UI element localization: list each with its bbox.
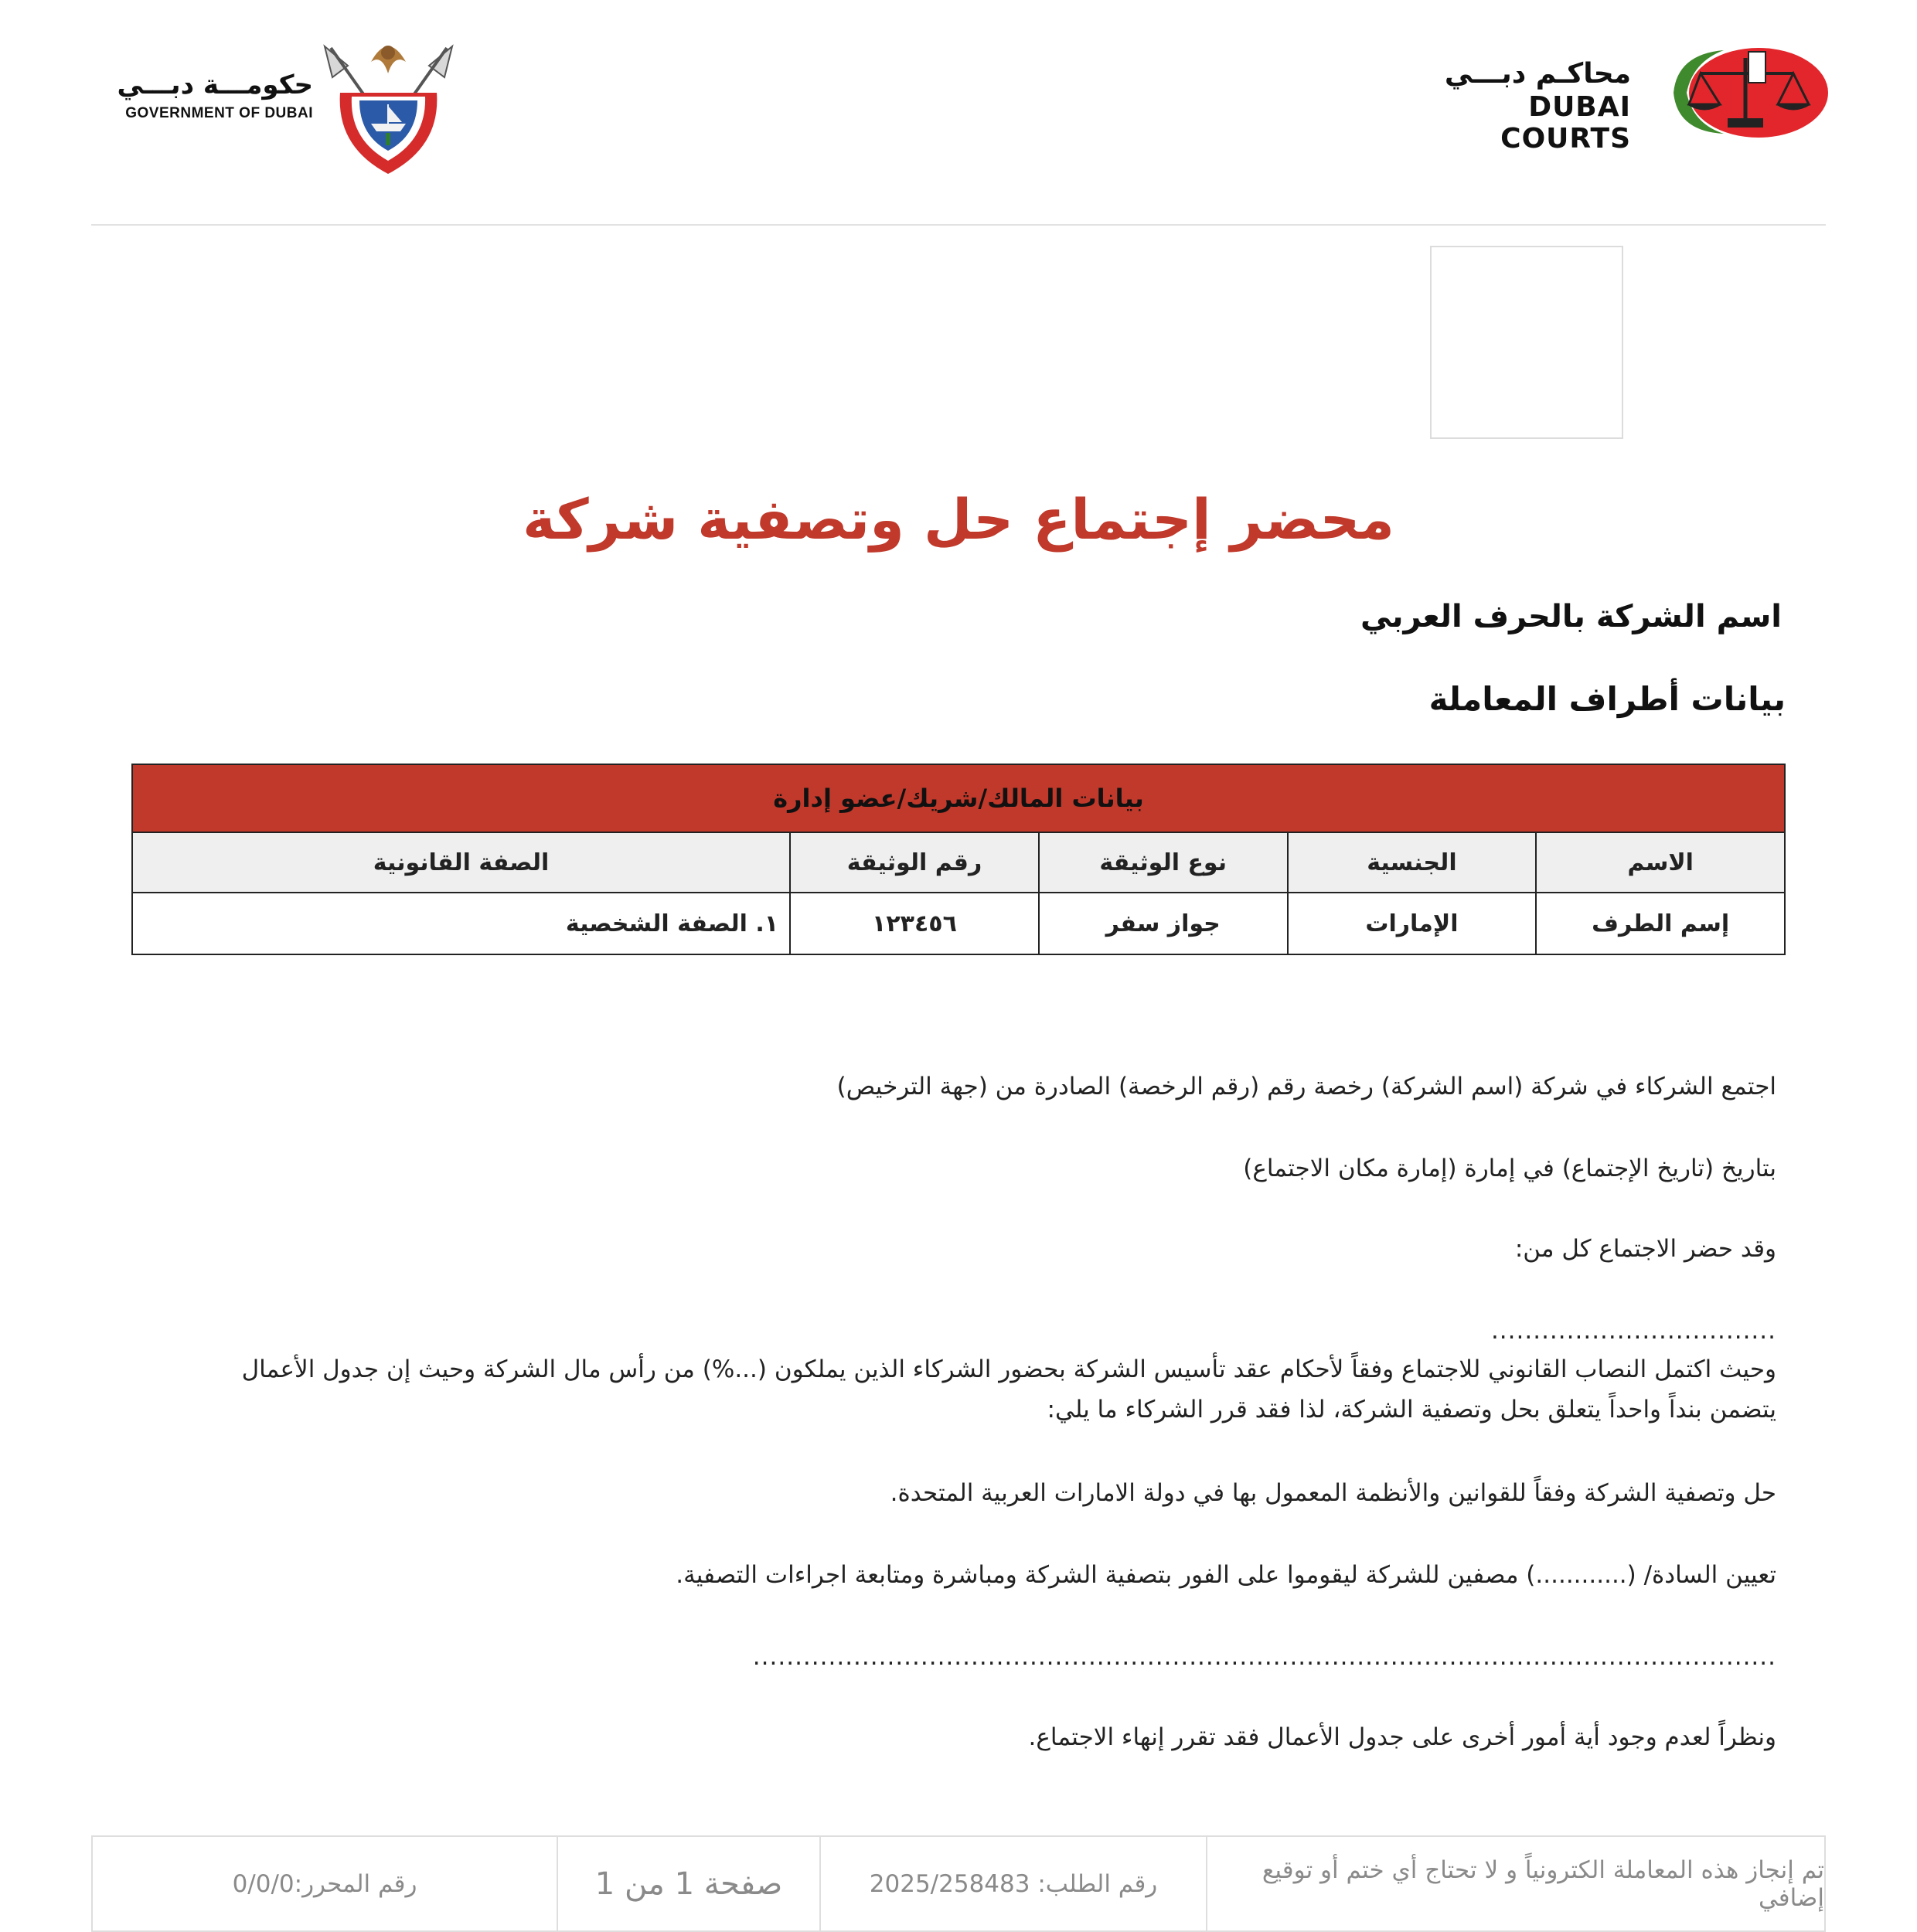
courts-logo-text	[1430, 58, 1631, 155]
resolution-dissolve: حل وتصفية الشركة وفقاً للقوانين والأنظمة المعمول بها في دولة الامارات العربية المتحدة.	[890, 1479, 1776, 1507]
parties-table-banner: بيانات المالك/شريك/عضو إدارة	[132, 764, 1785, 832]
gov-name-ar: حكومـــة دبـــي	[117, 70, 313, 100]
cell-legal-capacity: ١. الصفة الشخصية	[132, 893, 790, 954]
cell-document-number: ١٢٣٤٥٦	[790, 893, 1039, 954]
meeting-closing-paragraph: ونظراً لعدم وجود أية أمور أخرى على جدول الأعمال فقد تقرر إنهاء الاجتماع.	[1028, 1723, 1776, 1751]
column-header-legal-capacity: الصفة القانونية	[132, 832, 790, 893]
parties-table-banner-row	[132, 764, 1785, 832]
dubai-courts-logo	[1430, 43, 1832, 155]
cell-party-name: إسم الطرف	[1536, 893, 1785, 954]
meeting-paragraph-company: اجتمع الشركاء في شركة (اسم الشركة) رخصة رقم (رقم الرخصة) الصادرة من (جهة الترخيص)	[836, 1073, 1776, 1100]
footer-electronic-note: تم إنجاز هذه المعاملة الكترونياً و لا تحتاج أي ختم أو توقيع إضافي	[1206, 1837, 1824, 1930]
footer-request-number: رقم الطلب: 2025/258483	[819, 1837, 1206, 1930]
courts-name-en: DUBAI COURTS	[1500, 91, 1631, 155]
attendees-placeholder-dots: ..................................	[1490, 1317, 1776, 1345]
column-header-name: الاسم	[1536, 832, 1785, 893]
footer-page-number: صفحة 1 من 1	[557, 1837, 819, 1930]
government-of-dubai-logo	[108, 31, 464, 178]
scales-of-justice-icon	[1646, 43, 1832, 143]
column-header-document-number: رقم الوثيقة	[790, 832, 1039, 893]
footer-editor-number: رقم المحرر:0/0/0	[232, 1869, 417, 1898]
table-row	[132, 893, 1785, 954]
meeting-paragraph-attendees: وقد حضر الاجتماع كل من:	[1514, 1235, 1776, 1263]
parties-heading: بيانات أطراف المعاملة	[1428, 680, 1786, 718]
parties-table	[131, 764, 1786, 955]
dubai-emblem-icon	[317, 31, 460, 178]
gov-logo-text	[108, 70, 313, 122]
resolution-appoint-liquidators: تعيين السادة/ (............) مصفين للشركة ليقوموا على الفور بتصفية الشركة ومباشرة ومتابعة اجراءات التصفية.	[676, 1561, 1776, 1589]
cell-document-type: جواز سفر	[1039, 893, 1288, 954]
resolution-placeholder-dots: ..........................................................................................................................	[752, 1643, 1776, 1671]
meeting-paragraph-date: بتاريخ (تاريخ الإجتماع) في إمارة (إمارة مكان الاجتماع)	[1243, 1155, 1776, 1182]
company-name-label: اسم الشركة بالحرف العربي	[1360, 599, 1782, 634]
courts-name-ar: محاكـم دبـــي	[1444, 58, 1631, 90]
photo-placeholder	[1430, 246, 1623, 439]
page-footer	[91, 1835, 1826, 1932]
column-header-nationality: الجنسية	[1288, 832, 1537, 893]
meeting-paragraph-quorum: وحيث اكتمل النصاب القانوني للاجتماع وفقاً لأحكام عقد تأسيس الشركة بحضور الشركاء الذين يملكون (...%) من رأس مال الشركة وحيث إن جدول الأعمال يتضمن بنداً واحداً يتعلق بحل وتصفية الشركة، لذا فقد قرر الشركاء ما يلي:	[241, 1355, 1776, 1423]
cell-nationality: الإمارات	[1288, 893, 1537, 954]
gov-name-en: GOVERNMENT OF DUBAI	[125, 105, 313, 121]
column-header-document-type: نوع الوثيقة	[1039, 832, 1288, 893]
page-title: محضر إجتماع حل وتصفية شركة	[523, 487, 1394, 552]
parties-table-header-row	[132, 832, 1785, 893]
header-divider	[91, 224, 1826, 226]
